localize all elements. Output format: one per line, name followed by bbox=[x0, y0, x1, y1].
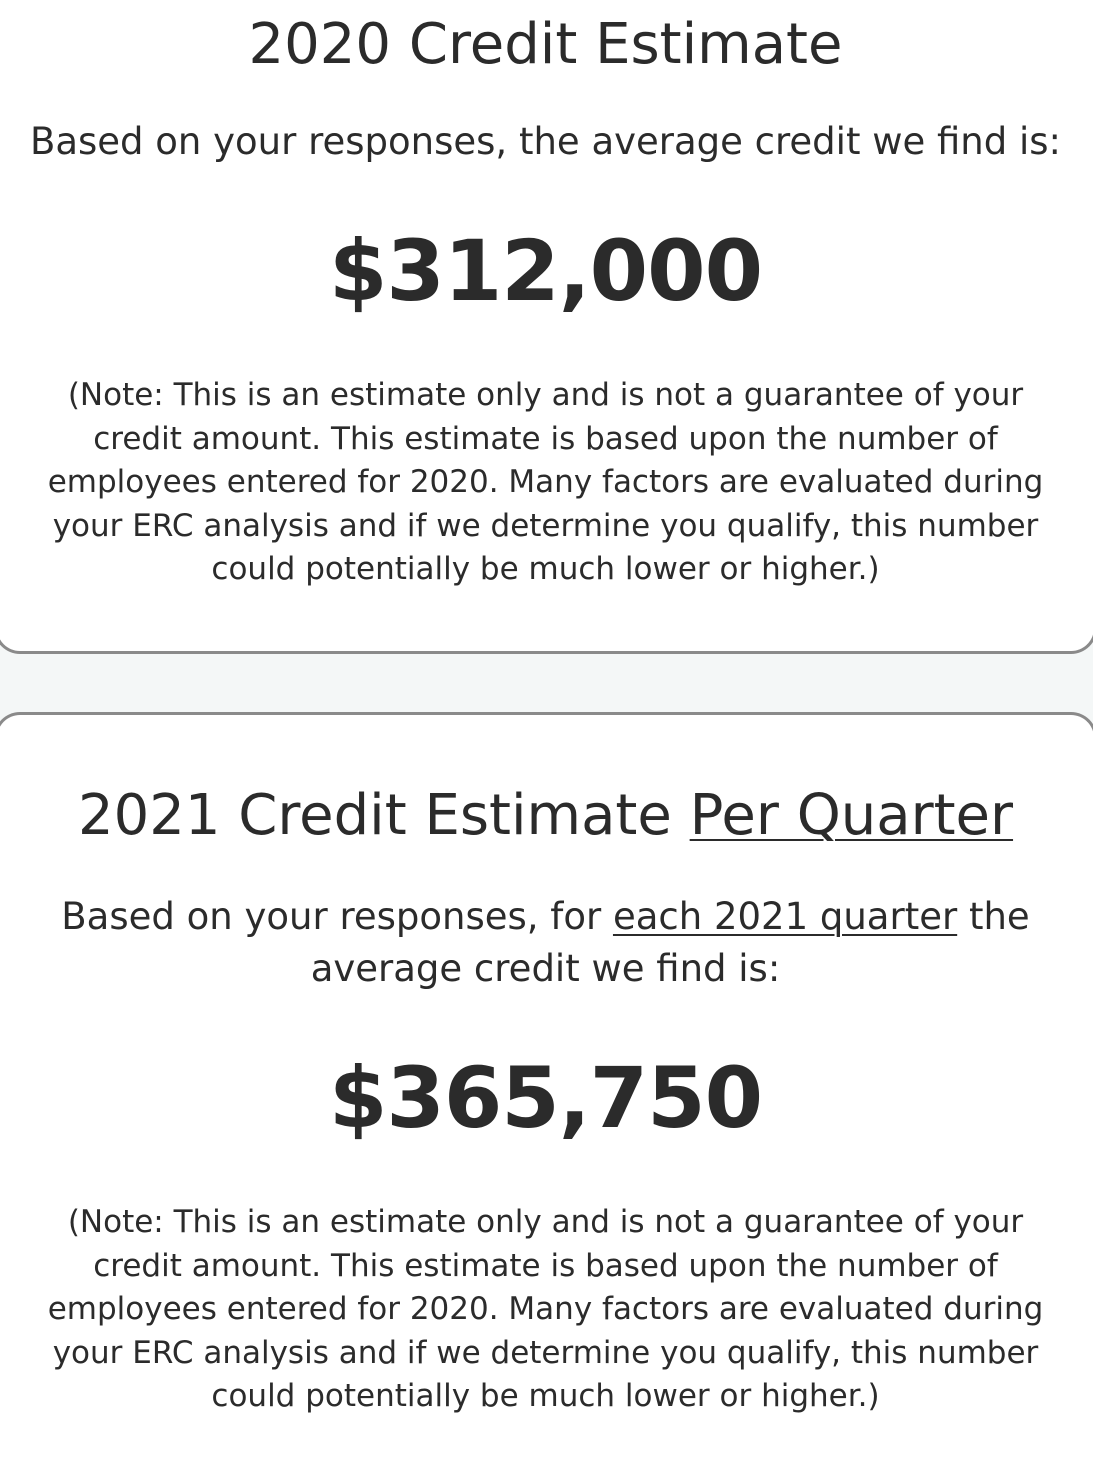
estimate-2021-subtitle-before: Based on your responses, for bbox=[61, 895, 602, 938]
estimate-2020-note: (Note: This is an estimate only and is not a guarantee of your credit amount. This estimate is based upon the number of employees entered for 2020. Many factors are evaluated during your ERC analysis and if we determine you qualify, this number could potentially be much lower or higher.) bbox=[47, 377, 1044, 587]
estimate-2021-subtitle-after: the average credit we find is: bbox=[310, 895, 1030, 990]
estimate-2021-title-main: 2021 Credit Estimate bbox=[77, 783, 672, 848]
estimate-2021-subtitle-each-quarter: each 2021 quarter bbox=[612, 895, 958, 938]
estimate-2020-amount: $312,000 bbox=[328, 222, 763, 320]
estimate-2021-note: (Note: This is an estimate only and is not a guarantee of your credit amount. This estimate is based upon the number of employees entered for 2020. Many factors are evaluated during your ERC analysis and if we determine you qualify, this number could potentially be much lower or higher.) bbox=[47, 1204, 1044, 1414]
credit-estimate-2021-card bbox=[0, 712, 1093, 1472]
estimate-2021-title-per-quarter: Per Quarter bbox=[689, 783, 1014, 848]
credit-estimate-2020-card bbox=[0, 0, 1093, 654]
estimate-2020-title: 2020 Credit Estimate bbox=[248, 12, 843, 77]
estimate-2021-title bbox=[0, 783, 1093, 848]
estimate-2021-subtitle bbox=[0, 891, 1093, 995]
estimate-2021-amount: $365,750 bbox=[328, 1049, 763, 1147]
estimate-2020-subtitle: Based on your responses, the average credit we find is: bbox=[29, 120, 1062, 163]
